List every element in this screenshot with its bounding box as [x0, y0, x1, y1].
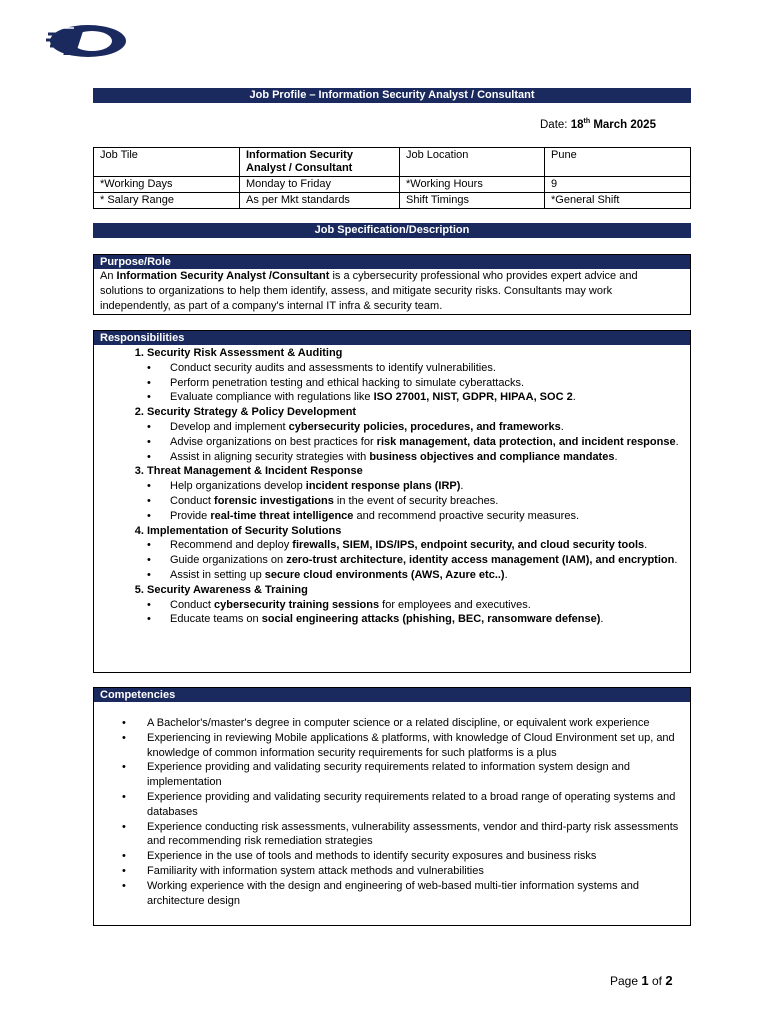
spec-bar: Job Specification/Description — [93, 223, 691, 238]
text-run: An — [100, 270, 117, 282]
purpose-heading: Purpose/Role — [94, 255, 690, 269]
list-item — [170, 450, 690, 465]
text-run: Educate teams on — [170, 613, 262, 626]
responsibility-items — [147, 598, 690, 628]
bold-text: risk management, data protection, and incident response — [376, 435, 676, 448]
bold-text: business objectives and compliance mandates — [369, 450, 615, 463]
table-cell: As per Mkt standards — [240, 193, 400, 209]
responsibility-title: Security Awareness & Training — [147, 583, 308, 596]
date-day: 18 — [570, 118, 584, 131]
competencies-heading: Competencies — [94, 688, 690, 702]
table-cell: Information Security Analyst / Consultant — [240, 148, 400, 177]
text-run: for employees and executives. — [379, 598, 531, 611]
bold-text: forensic investigations — [214, 494, 334, 507]
text-run: Help organizations develop — [170, 480, 306, 493]
list-item: • Experience providing and validating security requirements related to information system design and implementation — [147, 760, 684, 790]
responsibility-section — [147, 583, 690, 627]
responsibility-items — [147, 538, 690, 582]
table-cell: *Working Hours — [400, 177, 545, 193]
list-item: • A Bachelor's/master's degree in computer science or a related discipline, or equivalent work experience — [147, 716, 684, 731]
text-run: Assist in aligning security strategies with — [170, 450, 370, 463]
list-item — [170, 420, 690, 435]
responsibility-section — [147, 346, 690, 405]
responsibility-items — [147, 479, 690, 523]
table-row — [94, 193, 691, 209]
bold-text: real-time threat intelligence — [210, 509, 354, 522]
text-run: Conduct — [170, 598, 215, 611]
list-item — [170, 598, 690, 613]
page-of: of — [651, 974, 662, 988]
text-run: Assist in setting up — [170, 568, 265, 581]
table-row — [94, 148, 691, 177]
text-run: Recommend and deploy — [170, 539, 293, 552]
page-current: 1 — [641, 973, 649, 988]
page-label: Page — [610, 974, 639, 988]
responsibility-title: Security Risk Assessment & Auditing — [147, 347, 343, 359]
list-item: • Experience providing and validating security requirements related to a broad range of operating systems and databases — [147, 790, 684, 820]
title-bar: Job Profile – Information Security Analyst / Consultant — [93, 88, 691, 103]
list-item — [170, 494, 690, 509]
text-run: . — [560, 420, 564, 433]
list-item — [170, 568, 690, 583]
competencies-section — [93, 687, 691, 926]
text-run: in the event of security breaches. — [333, 494, 499, 507]
list-item: • Experiencing in reviewing Mobile applications & platforms, with knowledge of Cloud Environment set up, and knowledge of common information security requirements for such platforms is a plus — [147, 731, 684, 761]
table-cell: Job Location — [400, 148, 545, 177]
bold-text: cybersecurity policies, procedures, and frameworks — [288, 420, 561, 433]
responsibilities-heading: Responsibilities — [94, 331, 690, 345]
bold-text: social engineering attacks (phishing, BEC, ransomware defense) — [261, 613, 601, 626]
list-item — [170, 553, 690, 568]
list-item — [170, 612, 690, 627]
responsibility-section — [147, 464, 690, 523]
list-item — [170, 361, 690, 376]
table-cell: Shift Timings — [400, 193, 545, 209]
job-info-table — [93, 147, 691, 209]
text-run: . — [644, 539, 648, 552]
bold-text: firewalls, SIEM, IDS/IPS, endpoint security, and cloud security tools — [292, 539, 645, 552]
page-number — [610, 973, 673, 988]
text-run: Conduct — [170, 494, 215, 507]
date-rest: March 2025 — [593, 118, 656, 131]
text-run: Guide organizations on — [170, 554, 287, 567]
table-cell: *General Shift — [545, 193, 691, 209]
date-label: Date: — [540, 118, 568, 131]
text-run: . — [572, 391, 576, 404]
text-run: Perform penetration testing and ethical hacking to simulate cyberattacks. — [170, 376, 525, 389]
list-item — [170, 538, 690, 553]
text-run: . — [504, 568, 508, 581]
list-item: • Experience conducting risk assessments, vulnerability assessments, vendor and third-party risk assessments and recommending risk remediation strategies — [147, 820, 684, 850]
bold-text: zero-trust architecture, identity access management (IAM), and encryption — [286, 554, 675, 567]
competencies-list — [94, 702, 690, 908]
responsibility-section — [147, 524, 690, 583]
list-item: • Familiarity with information system attack methods and vulnerabilities — [147, 864, 684, 879]
date-suffix: th — [583, 118, 591, 125]
bold-text: ISO 27001, NIST, GDPR, HIPAA, SOC 2 — [373, 391, 573, 404]
bold-text: cybersecurity training sessions — [214, 598, 380, 611]
table-cell: Monday to Friday — [240, 177, 400, 193]
responsibility-items — [147, 420, 690, 464]
bold-text: incident response plans (IRP) — [305, 480, 461, 493]
table-cell: * Salary Range — [94, 193, 240, 209]
responsibility-items — [147, 361, 690, 405]
table-cell: *Working Days — [94, 177, 240, 193]
list-item — [170, 479, 690, 494]
company-logo-icon — [44, 22, 128, 63]
text-run: is a cybersecurity professional who provides expert advice and solutions to organizations to help them identify, assess, and mitigate security risks. Consultants may work independently, as part of a company's internal IT infra & security team. — [100, 270, 638, 312]
bold-text: secure cloud environments (AWS, Azure etc..) — [264, 568, 505, 581]
responsibility-title: Implementation of Security Solutions — [147, 524, 342, 537]
bold-text: Information Security Analyst /Consultant — [116, 270, 330, 282]
list-item: • Experience in the use of tools and methods to identify security exposures and business risks — [147, 849, 684, 864]
responsibilities-section — [93, 330, 691, 673]
text-run: Provide — [170, 509, 211, 522]
text-run: Develop and implement — [170, 420, 289, 433]
text-run: . — [614, 450, 618, 463]
text-run: Conduct security audits and assessments to identify vulnerabilities. — [170, 361, 496, 374]
text-run: Advise organizations on best practices for — [170, 435, 377, 448]
date-line — [540, 118, 656, 131]
list-item — [170, 435, 690, 450]
text-run: . — [674, 554, 678, 567]
text-run: and recommend proactive security measures. — [353, 509, 580, 522]
table-row — [94, 177, 691, 193]
purpose-text — [94, 269, 690, 314]
text-run: . — [600, 613, 604, 626]
responsibility-section — [147, 405, 690, 464]
text-run: Evaluate compliance with regulations like — [170, 391, 374, 404]
table-cell: 9 — [545, 177, 691, 193]
table-cell: Pune — [545, 148, 691, 177]
list-item — [170, 509, 690, 524]
list-item — [170, 390, 690, 405]
purpose-section — [93, 254, 691, 315]
responsibility-title: Security Strategy & Policy Development — [147, 406, 357, 419]
responsibilities-list — [94, 346, 690, 627]
responsibility-title: Threat Management & Incident Response — [147, 465, 363, 478]
list-item: • Working experience with the design and engineering of web-based multi-tier information systems and architecture design — [147, 879, 684, 909]
list-item — [170, 376, 690, 391]
text-run: . — [675, 435, 679, 448]
page-total: 2 — [665, 973, 673, 988]
table-cell: Job Tile — [94, 148, 240, 177]
text-run: . — [460, 480, 464, 493]
